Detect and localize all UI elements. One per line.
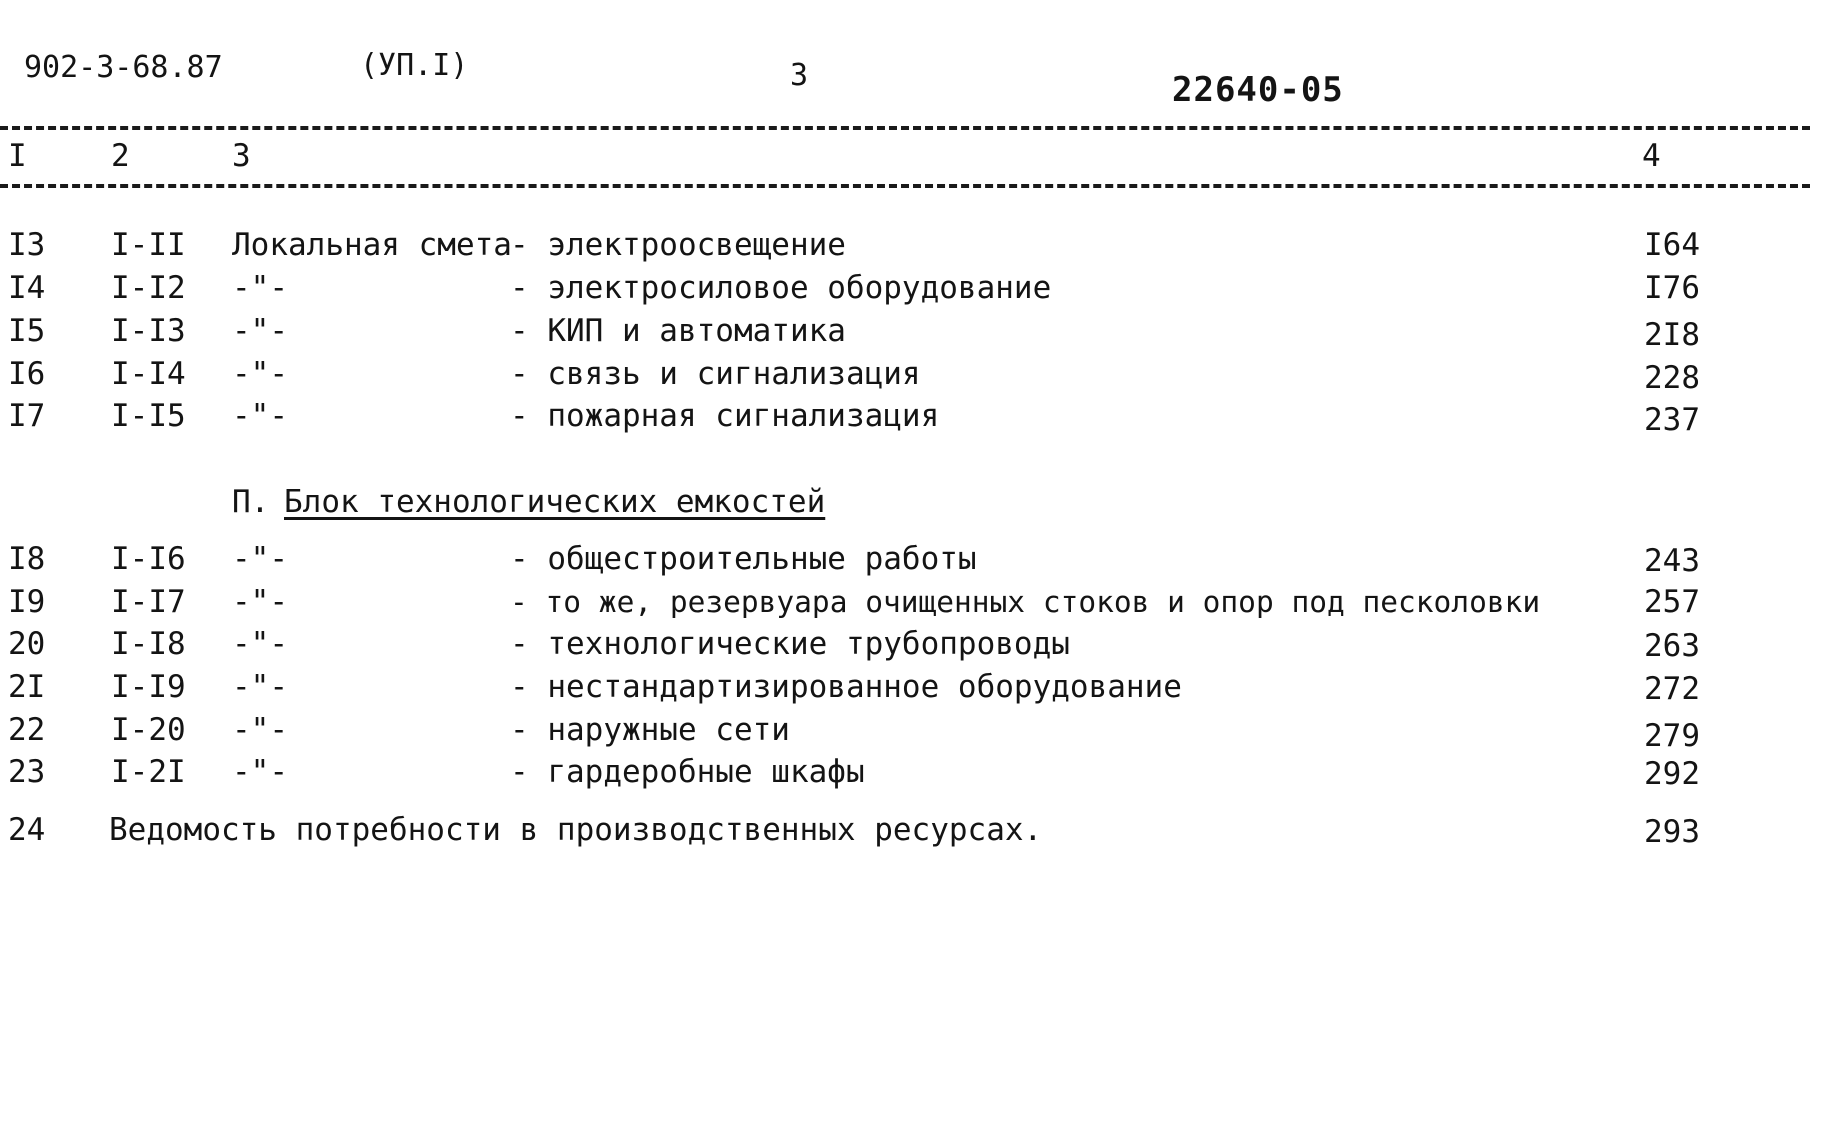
row-title: -"- bbox=[232, 626, 288, 662]
row-code: I-I7 bbox=[111, 584, 186, 620]
row-page: 228 bbox=[1644, 360, 1700, 396]
project-code: 902-3-68.87 bbox=[24, 50, 223, 85]
row-description: - то же, резервуара очищенных стоков и опор под песколовки bbox=[510, 585, 1541, 619]
row-number: 24 bbox=[8, 812, 46, 848]
row-code: I-II bbox=[111, 227, 186, 263]
row-code: I-2I bbox=[111, 754, 186, 790]
row-title: -"- bbox=[232, 712, 288, 748]
row-title: -"- bbox=[232, 541, 288, 577]
header-divider-bottom bbox=[0, 184, 1810, 188]
row-page: I76 bbox=[1644, 270, 1700, 306]
row-description: - электросиловое оборудование bbox=[510, 270, 1052, 306]
row-number: I5 bbox=[8, 313, 46, 349]
row-title: -"- bbox=[232, 398, 288, 434]
row-description: - нестандартизированное оборудование bbox=[510, 669, 1182, 705]
row-code: I-I5 bbox=[111, 398, 186, 434]
row-description: - пожарная сигнализация bbox=[510, 398, 940, 434]
row-description: - технологические трубопроводы bbox=[510, 626, 1070, 662]
row-number: 2I bbox=[8, 669, 46, 705]
row-title: -"- bbox=[232, 356, 288, 392]
row-title: -"- bbox=[232, 313, 288, 349]
row-description: Ведомость потребности в производственных ресурсах. bbox=[109, 812, 1043, 848]
row-code: I-I4 bbox=[111, 356, 186, 392]
row-title: -"- bbox=[232, 270, 288, 306]
section-number: П. bbox=[232, 484, 270, 520]
row-title: -"- bbox=[232, 669, 288, 705]
row-code: I-I8 bbox=[111, 626, 186, 662]
row-description: - наружные сети bbox=[510, 712, 790, 748]
row-number: 22 bbox=[8, 712, 46, 748]
header-divider-top bbox=[0, 126, 1810, 130]
column-1-header: I bbox=[8, 138, 27, 174]
row-code: I-I2 bbox=[111, 270, 186, 306]
row-page: 292 bbox=[1644, 756, 1700, 792]
row-code: I-I6 bbox=[111, 541, 186, 577]
section-title: Блок технологических емкостей bbox=[284, 484, 826, 520]
column-3-header: 3 bbox=[232, 138, 251, 174]
row-description: - общестроительные работы bbox=[510, 541, 977, 577]
row-title: -"- bbox=[232, 754, 288, 790]
column-2-header: 2 bbox=[111, 138, 130, 174]
row-number: I4 bbox=[8, 270, 46, 306]
row-page: 243 bbox=[1644, 543, 1700, 579]
row-number: I3 bbox=[8, 227, 46, 263]
row-number: I7 bbox=[8, 398, 46, 434]
row-page: I64 bbox=[1644, 227, 1700, 263]
row-page: 279 bbox=[1644, 718, 1700, 754]
album-label: (УП.I) bbox=[360, 48, 469, 83]
row-number: I8 bbox=[8, 541, 46, 577]
row-number: I6 bbox=[8, 356, 46, 392]
row-title: Локальная смета bbox=[232, 227, 512, 263]
row-title: -"- bbox=[232, 584, 288, 620]
row-description: - гардеробные шкафы bbox=[510, 754, 865, 790]
row-number: 23 bbox=[8, 754, 46, 790]
row-description: - связь и сигнализация bbox=[510, 356, 921, 392]
row-code: I-I3 bbox=[111, 313, 186, 349]
document-number: 22640-05 bbox=[1172, 70, 1344, 110]
row-number: 20 bbox=[8, 626, 46, 662]
row-page: 272 bbox=[1644, 671, 1700, 707]
row-code: I-20 bbox=[111, 712, 186, 748]
page-number: 3 bbox=[790, 58, 809, 93]
column-4-header: 4 bbox=[1642, 138, 1661, 174]
row-description: - электроосвещение bbox=[510, 227, 846, 263]
row-page: 293 bbox=[1644, 814, 1700, 850]
row-page: 257 bbox=[1644, 584, 1700, 620]
row-code: I-I9 bbox=[111, 669, 186, 705]
row-page: 237 bbox=[1644, 402, 1700, 438]
row-description: - КИП и автоматика bbox=[510, 313, 846, 349]
row-page: 2I8 bbox=[1644, 317, 1700, 353]
row-number: I9 bbox=[8, 584, 46, 620]
row-page: 263 bbox=[1644, 628, 1700, 664]
